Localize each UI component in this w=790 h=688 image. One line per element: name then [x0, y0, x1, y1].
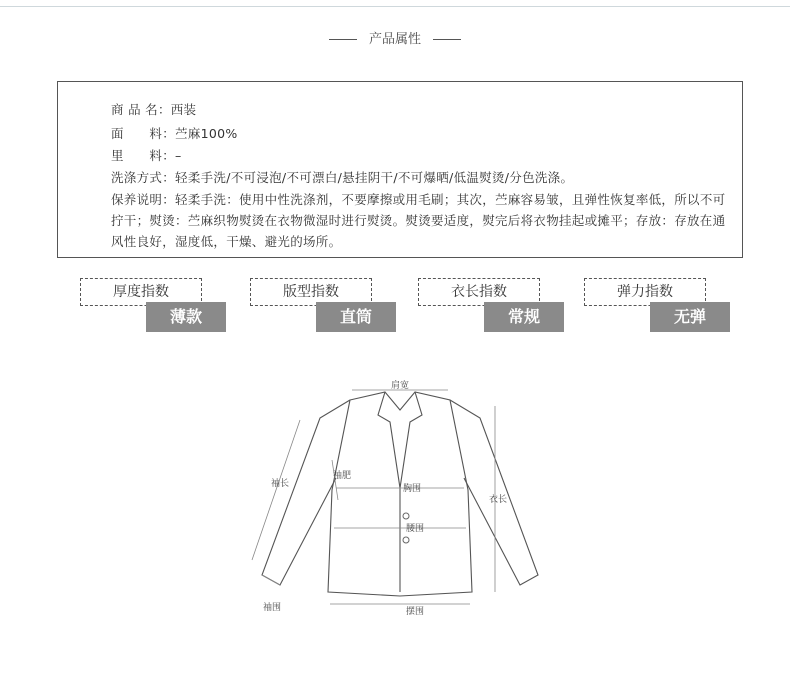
index-value-thickness: 薄款 [146, 302, 226, 332]
index-value-elasticity: 无弹 [650, 302, 730, 332]
index-card-length [418, 278, 564, 332]
index-label-thickness: 厚度指数 [80, 278, 202, 306]
index-card-elasticity [584, 278, 730, 332]
attr-wash-value: 轻柔手洗/不可浸泡/不可漂白/悬挂阴干/不可爆晒/低温熨烫/分色洗涤。 [175, 170, 574, 185]
index-label-elasticity: 弹力指数 [584, 278, 706, 306]
attr-row-wash [111, 168, 573, 186]
label-cuff: 袖围 [262, 603, 282, 613]
cuff-line [262, 575, 280, 585]
jacket-lapels [378, 392, 422, 488]
label-waist: 腰围 [405, 524, 425, 534]
attr-row-care [111, 189, 731, 252]
heading-title: 产品属性 [368, 32, 421, 47]
jacket-outline [240, 370, 560, 620]
jacket-button-2 [403, 537, 409, 543]
index-label-fit: 版型指数 [250, 278, 372, 306]
index-card-fit [250, 278, 396, 332]
label-shoulder: 肩宽 [390, 381, 410, 391]
attr-name-key: 商 品 名： [111, 102, 171, 117]
attr-row-fabric [111, 124, 238, 142]
top-divider [0, 6, 790, 7]
label-length: 衣长 [488, 495, 508, 505]
attr-name-value: 西装 [170, 102, 197, 117]
label-chest: 胸围 [402, 484, 422, 494]
attr-row-lining [111, 146, 182, 164]
jacket-button-1 [403, 513, 409, 519]
attr-row-name [111, 100, 196, 118]
attr-lining-key: 里 料： [111, 148, 176, 163]
attr-care-key: 保养说明： [111, 192, 176, 207]
label-hem: 摆围 [405, 607, 425, 617]
jacket-right-sleeve [450, 400, 538, 585]
attributes-box [57, 81, 743, 258]
attr-wash-key: 洗涤方式： [111, 170, 176, 185]
label-sleeve-width: 袖肥 [332, 471, 352, 481]
attr-lining-value: – [175, 148, 182, 163]
sleeve-length-line [252, 420, 300, 560]
index-value-fit: 直筒 [316, 302, 396, 332]
index-value-length: 常规 [484, 302, 564, 332]
index-label-length: 衣长指数 [418, 278, 540, 306]
attr-fabric-key: 面 料： [111, 126, 176, 141]
section-heading [0, 28, 790, 47]
index-card-thickness [80, 278, 226, 332]
heading-rule-left [329, 39, 357, 40]
measurement-diagram [240, 370, 560, 620]
attr-fabric-value: 苎麻100% [175, 126, 238, 141]
heading-rule-right [433, 39, 461, 40]
attr-care-value: 轻柔手洗：使用中性洗涤剂，不要摩擦或用毛刷；其次，苎麻容易皱，且弹性恢复率低，所以不可拧干；熨烫：苎麻织物熨烫在衣物微湿时进行熨烫。熨烫要适度，熨完后将衣物挂起或摊平；存放：存放在通风性良好，湿度低，干燥、避光的场所。 [111, 192, 726, 249]
label-sleeve-length: 袖长 [270, 479, 290, 489]
